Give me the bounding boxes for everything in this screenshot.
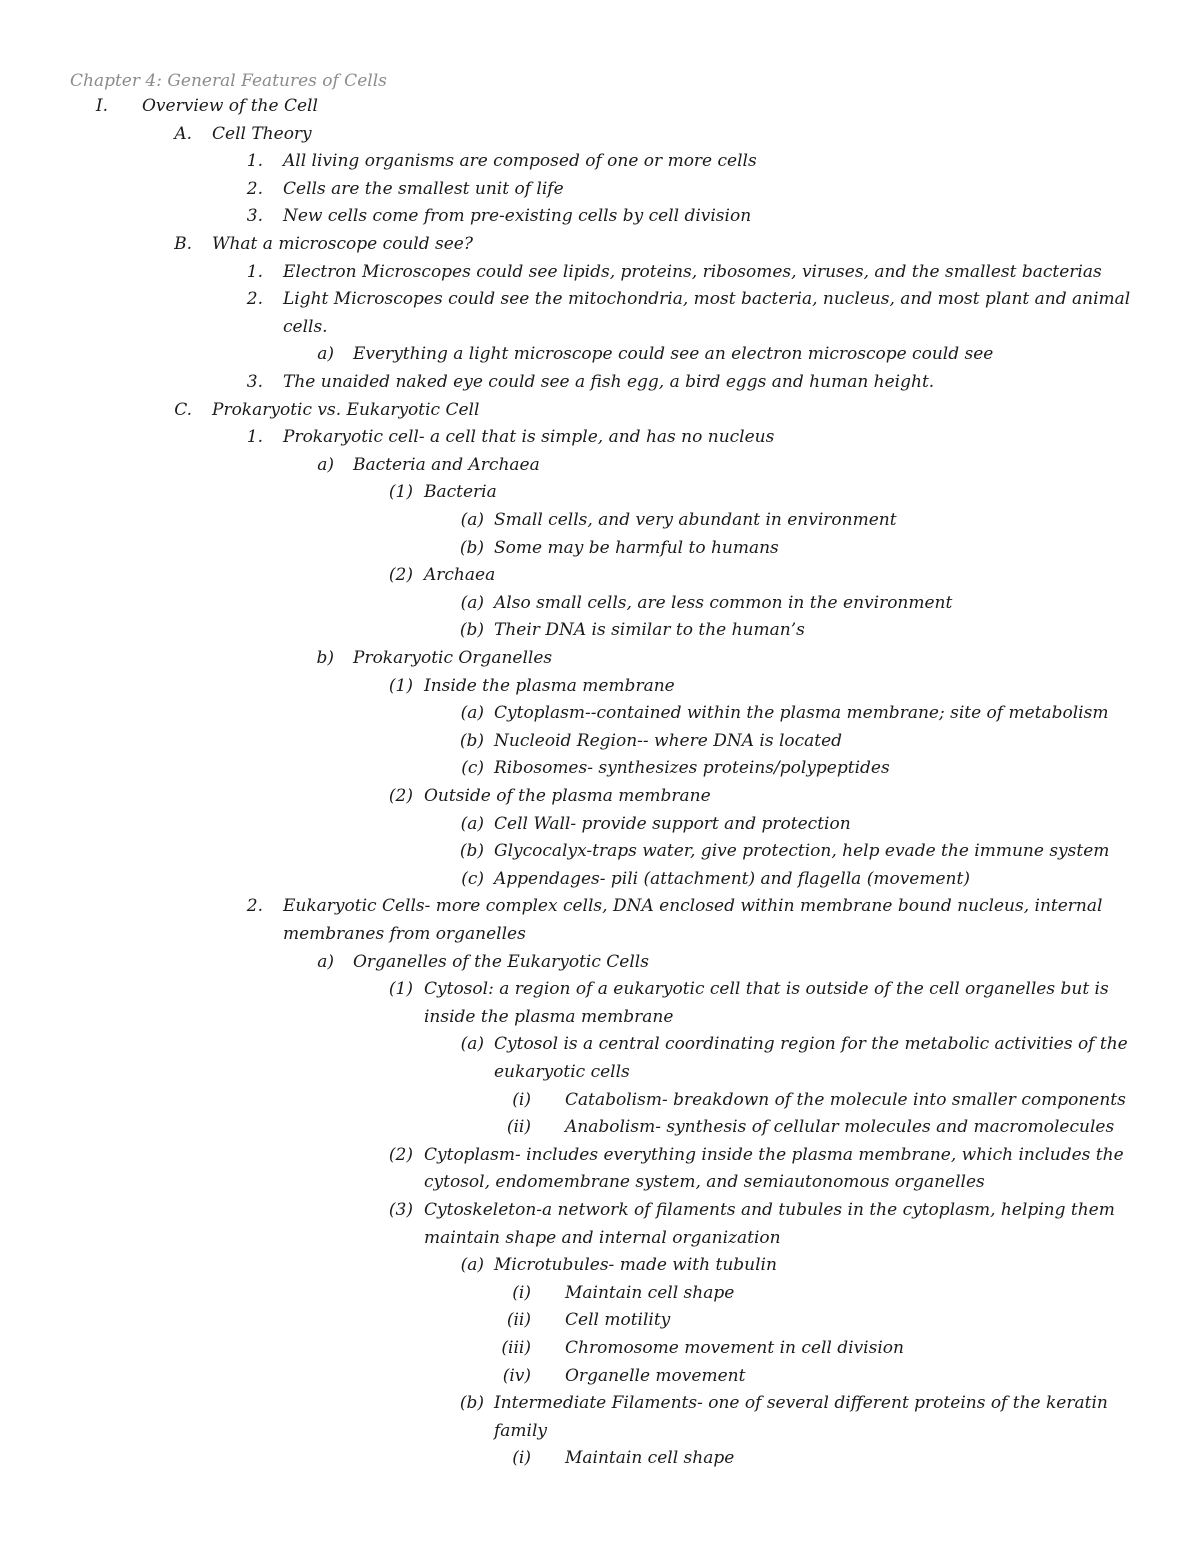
list-item-text: New cells come from pre-existing cells by cell division bbox=[283, 206, 752, 227]
list-item-text: Cytoskeleton-a network of filaments and tubules in the cytoplasm, helping them bbox=[424, 1200, 1115, 1220]
list-marker: 1. bbox=[246, 261, 263, 282]
list-item-text: Maintain cell shape bbox=[565, 1282, 735, 1303]
list-item-text: Bacteria bbox=[424, 482, 497, 503]
list-item-text: Organelle movement bbox=[565, 1365, 746, 1386]
list-item-text: Eukaryotic Cells- more complex cells, DNA enclosed within membrane bound nucleus, internal bbox=[283, 896, 1103, 917]
outline-line bbox=[0, 96, 1200, 123]
outline-line bbox=[0, 372, 1200, 399]
outline-line bbox=[0, 841, 1200, 868]
outline-line bbox=[0, 206, 1200, 233]
list-item-text: Catabolism- breakdown of the molecule into smaller components bbox=[565, 1089, 1126, 1110]
chapter-title: Chapter 4: General Features of Cells bbox=[70, 71, 387, 91]
outline-line bbox=[0, 814, 1200, 841]
outline-line bbox=[0, 979, 1200, 1006]
list-item-text: Light Microscopes could see the mitochondria, most bacteria, nucleus, and most plant and animal bbox=[283, 289, 1131, 310]
list-marker: 2. bbox=[246, 289, 263, 310]
list-item-text: Cytosol is a central coordinating region for the metabolic activities of the bbox=[494, 1034, 1128, 1055]
list-item-text: The unaided naked eye could see a fish egg, a bird eggs and human height. bbox=[283, 372, 935, 392]
list-marker: (ii) bbox=[506, 1310, 531, 1331]
list-item-text: Everything a light microscope could see an electron microscope could see bbox=[353, 344, 994, 365]
list-marker: a) bbox=[317, 951, 334, 972]
list-item-text: Chromosome movement in cell division bbox=[565, 1338, 904, 1358]
list-marker: I. bbox=[95, 96, 108, 116]
outline-line bbox=[0, 1034, 1200, 1061]
list-marker: a) bbox=[317, 454, 334, 475]
outline-line bbox=[0, 1090, 1200, 1117]
list-marker: (i) bbox=[512, 1282, 531, 1303]
list-marker: 2. bbox=[246, 896, 263, 917]
outline-line bbox=[0, 1172, 1200, 1199]
list-item-text: Cell Theory bbox=[212, 123, 312, 144]
list-item-text: Appendages- pili (attachment) and flagella (movement) bbox=[494, 868, 970, 889]
list-item-text: Cell Wall- provide support and protection bbox=[494, 813, 851, 834]
outline-line bbox=[0, 786, 1200, 813]
list-item-text: Cells are the smallest unit of life bbox=[283, 178, 564, 199]
list-item-text: Cytoplasm- includes everything inside the plasma membrane, which includes the bbox=[424, 1144, 1124, 1165]
outline-line bbox=[0, 317, 1200, 344]
list-marker: 1. bbox=[246, 427, 263, 448]
list-item-text: cells. bbox=[283, 316, 328, 337]
list-marker: C. bbox=[174, 399, 192, 420]
list-item-text: maintain shape and internal organization bbox=[424, 1227, 781, 1248]
list-item-text: Prokaryotic Organelles bbox=[353, 648, 553, 668]
list-item-text: membranes from organelles bbox=[283, 924, 526, 944]
outline-line bbox=[0, 538, 1200, 565]
list-item-text: Organelles of the Eukaryotic Cells bbox=[353, 951, 649, 972]
outline-line bbox=[0, 620, 1200, 647]
outline-line bbox=[0, 344, 1200, 371]
list-item-text: Electron Microscopes could see lipids, proteins, ribosomes, viruses, and the smallest bacterias bbox=[283, 261, 1102, 282]
list-item-text: Intermediate Filaments- one of several different proteins of the keratin bbox=[494, 1393, 1108, 1414]
list-marker: (b) bbox=[459, 841, 484, 862]
list-marker: a) bbox=[317, 344, 334, 365]
list-marker: (a) bbox=[460, 703, 484, 724]
list-item-text: Cytoplasm--contained within the plasma membrane; site of metabolism bbox=[494, 703, 1109, 724]
list-marker: (b) bbox=[459, 1393, 484, 1414]
outline-line bbox=[0, 262, 1200, 289]
list-item-text: Also small cells, are less common in the environment bbox=[494, 592, 953, 613]
list-marker: 3. bbox=[246, 206, 263, 227]
outline-line bbox=[0, 1366, 1200, 1393]
outline-line bbox=[0, 1338, 1200, 1365]
list-marker: (c) bbox=[461, 868, 484, 889]
list-marker: (1) bbox=[388, 482, 413, 503]
list-item-text: Ribosomes- synthesizes proteins/polypeptides bbox=[494, 758, 890, 779]
list-marker: (a) bbox=[460, 592, 484, 613]
list-marker: A. bbox=[174, 123, 192, 144]
list-marker: (1) bbox=[388, 675, 413, 696]
list-item-text: Small cells, and very abundant in environment bbox=[494, 510, 897, 530]
outline-line bbox=[0, 1200, 1200, 1227]
outline-line bbox=[0, 1310, 1200, 1337]
list-item-text: Prokaryotic vs. Eukaryotic Cell bbox=[212, 399, 480, 420]
outline-line bbox=[0, 1145, 1200, 1172]
outline-line bbox=[0, 1421, 1200, 1448]
list-marker: (2) bbox=[388, 1144, 413, 1165]
list-marker: (i) bbox=[512, 1448, 531, 1469]
list-item-text: Nucleoid Region-- where DNA is located bbox=[494, 730, 843, 751]
list-marker: (a) bbox=[460, 1255, 484, 1276]
list-item-text: Their DNA is similar to the human’s bbox=[494, 620, 805, 641]
list-marker: (i) bbox=[512, 1089, 531, 1110]
list-item-text: Glycocalyx-traps water, give protection, help evade the immune system bbox=[494, 841, 1110, 862]
list-marker: (iv) bbox=[502, 1365, 531, 1386]
outline-line bbox=[0, 1062, 1200, 1089]
list-item-text: Some may be harmful to humans bbox=[494, 537, 779, 558]
outline-line bbox=[0, 234, 1200, 261]
list-item-text: Overview of the Cell bbox=[142, 96, 318, 116]
outline-line bbox=[0, 179, 1200, 206]
list-item-text: Maintain cell shape bbox=[565, 1448, 735, 1469]
outline-line bbox=[0, 124, 1200, 151]
outline-line bbox=[0, 482, 1200, 509]
list-marker: (1) bbox=[388, 979, 413, 1000]
list-marker: (b) bbox=[459, 620, 484, 641]
outline-line bbox=[0, 510, 1200, 537]
outline-line bbox=[0, 1283, 1200, 1310]
list-item-text: cytosol, endomembrane system, and semiautonomous organelles bbox=[424, 1172, 985, 1193]
list-item-text: Bacteria and Archaea bbox=[353, 454, 540, 475]
list-marker: 3. bbox=[246, 372, 263, 392]
outline-line bbox=[0, 455, 1200, 482]
list-item-text: Anabolism- synthesis of cellular molecules and macromolecules bbox=[565, 1117, 1115, 1138]
list-marker: (b) bbox=[459, 730, 484, 751]
list-marker: (iii) bbox=[501, 1338, 531, 1358]
list-item-text: Microtubules- made with tubulin bbox=[494, 1255, 777, 1276]
list-item-text: Inside the plasma membrane bbox=[424, 675, 675, 696]
outline-line bbox=[0, 731, 1200, 758]
list-marker: (ii) bbox=[506, 1117, 531, 1138]
outline-line bbox=[0, 427, 1200, 454]
outline-line bbox=[0, 1228, 1200, 1255]
list-marker: (3) bbox=[388, 1200, 413, 1220]
outline-line bbox=[0, 869, 1200, 896]
list-item-text: Outside of the plasma membrane bbox=[424, 786, 711, 806]
list-marker: (a) bbox=[460, 1034, 484, 1055]
outline-line bbox=[0, 565, 1200, 592]
list-item-text: family bbox=[494, 1420, 548, 1441]
list-item-text: Prokaryotic cell- a cell that is simple, and has no nucleus bbox=[283, 427, 775, 448]
list-marker: (2) bbox=[388, 565, 413, 586]
outline-line bbox=[0, 952, 1200, 979]
outline-line bbox=[0, 151, 1200, 178]
list-item-text: Cytosol: a region of a eukaryotic cell that is outside of the cell organelles but is bbox=[424, 979, 1109, 1000]
list-marker: (a) bbox=[460, 813, 484, 834]
list-item-text: eukaryotic cells bbox=[494, 1062, 630, 1082]
list-marker: B. bbox=[174, 234, 192, 254]
list-marker: (c) bbox=[461, 758, 484, 779]
list-marker: 2. bbox=[246, 178, 263, 199]
outline-line bbox=[0, 1117, 1200, 1144]
list-marker: (b) bbox=[459, 537, 484, 558]
outline-line bbox=[0, 1393, 1200, 1420]
list-item-text: Cell motility bbox=[565, 1310, 671, 1331]
outline-line bbox=[0, 648, 1200, 675]
outline-line bbox=[0, 896, 1200, 923]
outline-line bbox=[0, 593, 1200, 620]
outline-line bbox=[0, 703, 1200, 730]
outline-line bbox=[0, 758, 1200, 785]
outline-line bbox=[0, 924, 1200, 951]
list-marker: (a) bbox=[460, 510, 484, 530]
list-item-text: inside the plasma membrane bbox=[424, 1006, 674, 1027]
outline-line bbox=[0, 400, 1200, 427]
list-item-text: All living organisms are composed of one or more cells bbox=[283, 151, 757, 172]
list-item-text: What a microscope could see? bbox=[212, 234, 473, 254]
list-marker: b) bbox=[316, 648, 334, 668]
list-item-text: Archaea bbox=[424, 565, 496, 586]
list-marker: (2) bbox=[388, 786, 413, 806]
outline-line bbox=[0, 1007, 1200, 1034]
list-marker: 1. bbox=[246, 151, 263, 172]
outline-line bbox=[0, 676, 1200, 703]
outline-line bbox=[0, 1255, 1200, 1282]
outline-line bbox=[0, 1448, 1200, 1475]
outline-line bbox=[0, 289, 1200, 316]
